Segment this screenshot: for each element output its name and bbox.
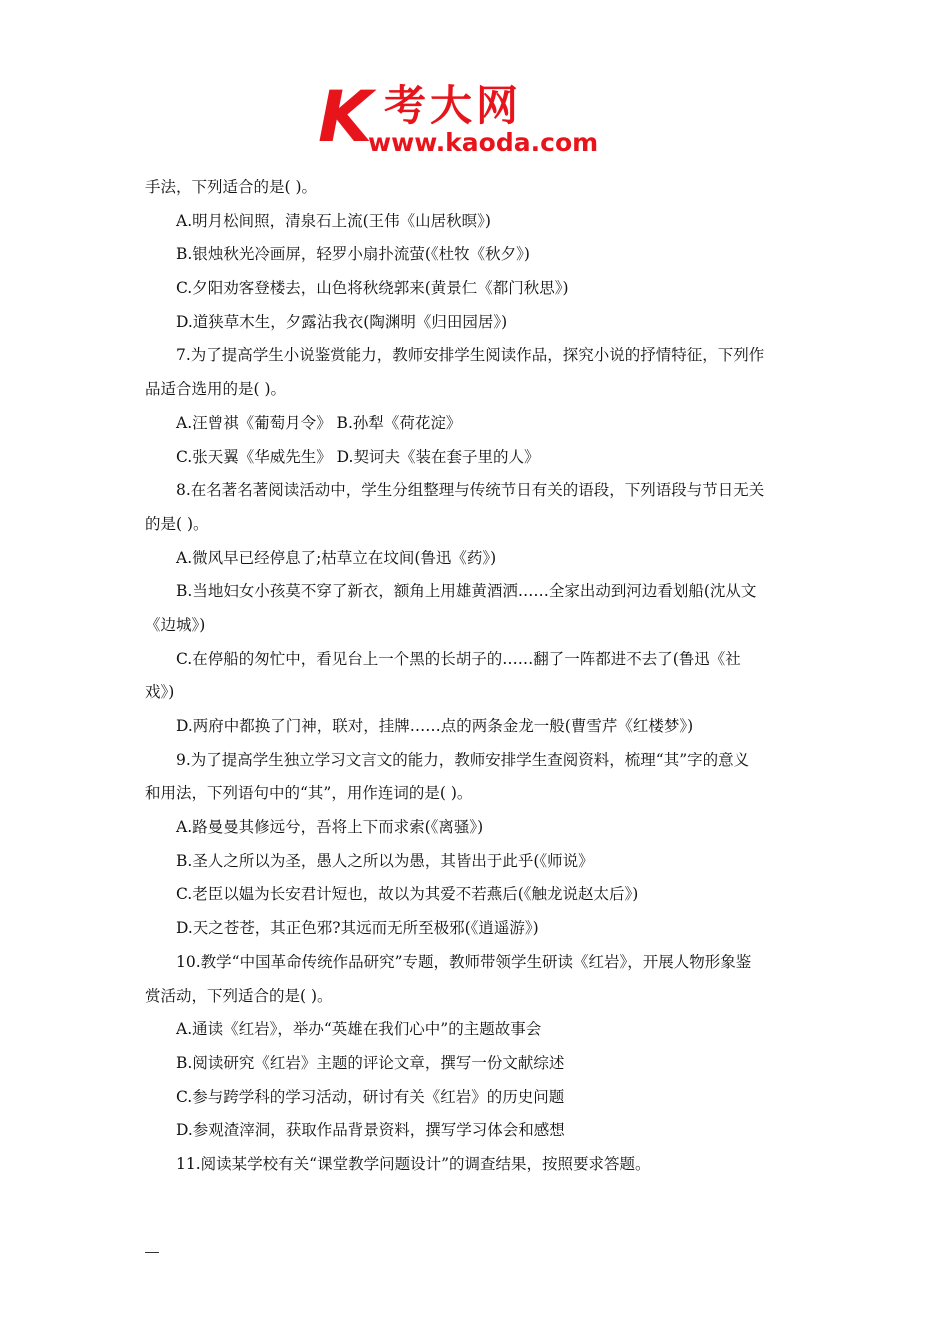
option-line: B.圣人之所以为圣，愚人之所以为愚，其皆出于此乎(《师说》 bbox=[176, 851, 594, 870]
option-line: B.当地妇女小孩莫不穿了新衣，额角上用雄黄酒洒……全家出动到河边看划船(沈从文 bbox=[176, 582, 757, 601]
text-line: 手法，下列适合的是( )。 bbox=[145, 178, 318, 196]
question-7: 7.为了提高学生小说鉴赏能力，教师安排学生阅读作品，探究小说的抒情特征，下列作 bbox=[176, 346, 765, 365]
option-line: A.汪曾祺《葡萄月令》 B.孙犁《荷花淀》 bbox=[176, 413, 462, 432]
option-line: B.阅读研究《红岩》主题的评论文章，撰写一份文献综述 bbox=[176, 1053, 565, 1072]
option-line: C.参与跨学科的学习活动，研讨有关《红岩》的历史问题 bbox=[176, 1087, 565, 1106]
footer-dash bbox=[145, 1252, 159, 1253]
logo-chinese-name: 考大网 bbox=[384, 81, 523, 130]
option-line: A.微风早已经停息了;枯草立在坟间(鲁迅《药》) bbox=[176, 548, 497, 567]
text-line: 戏》) bbox=[145, 683, 175, 702]
text-line: 《边城》) bbox=[145, 615, 206, 634]
option-line: C.老臣以媪为长安君计短也，故以为其爱不若燕后(《触龙说赵太后》) bbox=[176, 885, 639, 904]
option-line: C.张天翼《华威先生》 D.契诃夫《装在套子里的人》 bbox=[176, 447, 540, 466]
text-line: 品适合选用的是( )。 bbox=[145, 380, 287, 399]
text-line: 和用法，下列语句中的“其”，用作连词的是( )。 bbox=[145, 784, 473, 803]
option-line: C.夕阳劝客登楼去，山色将秋绕郭来(黄景仁《都门秋思》) bbox=[176, 279, 569, 298]
option-line: A.路曼曼其修远兮，吾将上下而求索(《离骚》) bbox=[176, 818, 484, 837]
text-line: 的是( )。 bbox=[145, 514, 209, 533]
option-line: D.道狭草木生，夕露沾我衣(陶渊明《归田园居》) bbox=[176, 312, 508, 331]
option-line: A.通读《红岩》，举办“英雄在我们心中”的主题故事会 bbox=[176, 1020, 542, 1039]
option-line: D.天之苍苍，其正色邪?其远而无所至极邪(《逍遥游》) bbox=[176, 919, 539, 938]
option-line: C.在停船的匆忙中，看见台上一个黑的长胡子的……翻了一阵都进不去了(鲁迅《社 bbox=[176, 649, 741, 668]
question-8: 8.在名著名著阅读活动中，学生分组整理与传统节日有关的语段，下列语段与节日无关 bbox=[176, 481, 765, 500]
logo-k-letter: K bbox=[318, 76, 373, 158]
question-11: 11.阅读某学校有关“课堂教学问题设计”的调查结果，按照要求答题。 bbox=[176, 1154, 651, 1173]
question-9: 9.为了提高学生独立学习文言文的能力，教师安排学生查阅资料，梳理“其”字的意义 bbox=[176, 750, 750, 769]
option-line: B.银烛秋光冷画屏，轻罗小扇扑流萤(《杜牧《秋夕》) bbox=[176, 245, 530, 264]
document-body bbox=[145, 171, 810, 1182]
kaoda-logo bbox=[318, 76, 638, 162]
option-line: A.明月松间照，清泉石上流(王伟《山居秋暝》) bbox=[176, 211, 491, 230]
logo-url: www.kaoda.com bbox=[368, 128, 599, 157]
text-line: 赏活动，下列适合的是( )。 bbox=[145, 986, 333, 1005]
question-10: 10.教学“中国革命传统作品研究”专题，教师带领学生研读《红岩》，开展人物形象鉴 bbox=[176, 952, 752, 971]
option-line: D.参观渣滓洞，获取作品背景资料，撰写学习体会和感想 bbox=[176, 1121, 565, 1140]
option-line: D.两府中都换了门神，联对，挂牌……点的两条金龙一般(曹雪芹《红楼梦》) bbox=[176, 717, 694, 735]
